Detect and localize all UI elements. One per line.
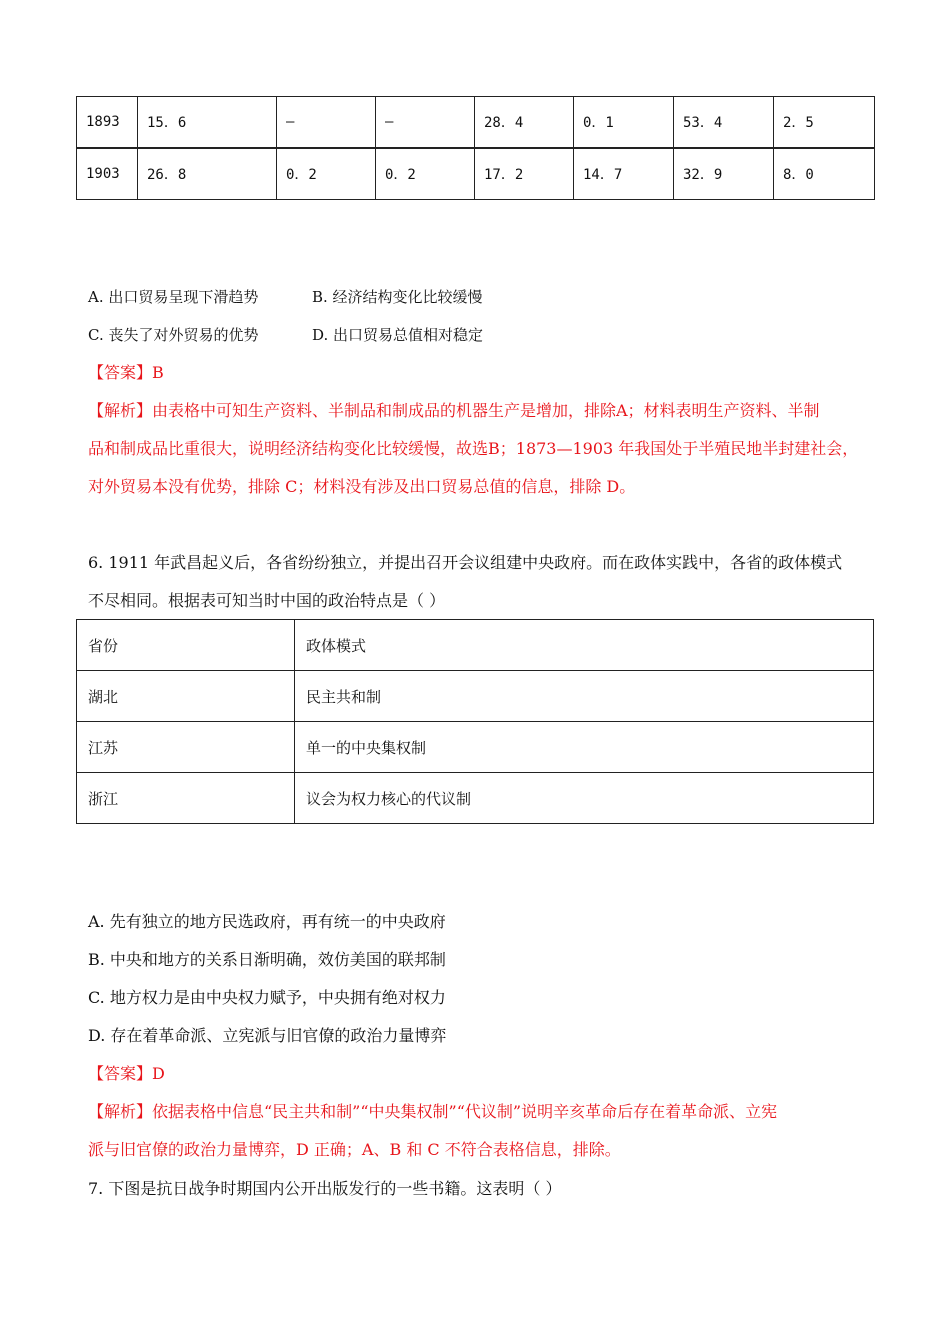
- q5-analysis-line: 对外贸易本没有优势，排除 C；材料没有涉及出口贸易总值的信息，排除 D。: [88, 477, 636, 496]
- table-cell: —: [376, 97, 475, 149]
- q6-option-d: D. 存在着革命派、立宪派与旧官僚的政治力量博弈: [88, 1026, 447, 1045]
- table-cell: 26．8: [138, 148, 277, 200]
- table-cell: 民主共和制: [295, 671, 874, 722]
- q5-option-d: D. 出口贸易总值相对稳定: [312, 326, 484, 344]
- table-cell: 0．2: [376, 148, 475, 200]
- table-cell: 1903: [77, 148, 138, 200]
- q6-stem-line: 不尽相同。根据表可知当时中国的政治特点是（ ）: [88, 591, 446, 610]
- q7-stem: 7. 下图是抗日战争时期国内公开出版发行的一些书籍。这表明（ ）: [88, 1179, 562, 1198]
- table-header-row: [77, 620, 874, 671]
- q6-stem-line: 6. 1911 年武昌起义后，各省纷纷独立，并提出召开会议组建中央政府。而在政体实践中，各省的政体模式: [88, 553, 843, 572]
- table-cell: 0．2: [277, 148, 376, 200]
- table-cell: 15．6: [138, 97, 277, 149]
- data-table-1: [76, 96, 875, 200]
- q5-option-c: C. 丧失了对外贸易的优势: [88, 326, 259, 344]
- q5-analysis-line: 品和制成品比重很大，说明经济结构变化比较缓慢，故选B；1873—1903 年我国处于半殖民地半封建社会，: [88, 439, 859, 458]
- q5-option-b: B. 经济结构变化比较缓慢: [312, 288, 483, 306]
- table-cell: 28．4: [475, 97, 574, 149]
- table-cell: 8．0: [774, 148, 875, 200]
- q6-option-a: A. 先有独立的地方民选政府，再有统一的中央政府: [88, 912, 446, 931]
- q5-analysis-line: 【解析】由表格中可知生产资料、半制品和制成品的机器生产是增加，排除A；材料表明生产资料、半制: [88, 401, 820, 420]
- q6-option-b: B. 中央和地方的关系日渐明确，效仿美国的联邦制: [88, 950, 446, 969]
- q6-option-c: C. 地方权力是由中央权力赋予，中央拥有绝对权力: [88, 988, 446, 1007]
- q5-options-row-2: [88, 323, 484, 347]
- q5-answer: 【答案】B: [88, 363, 164, 382]
- table-cell: 14．7: [574, 148, 674, 200]
- table-cell: 32．9: [674, 148, 774, 200]
- table-cell: 0．1: [574, 97, 674, 149]
- table-row: [77, 97, 875, 149]
- table-cell: 单一的中央集权制: [295, 722, 874, 773]
- table-cell: 江苏: [77, 722, 295, 773]
- q6-analysis-line: 派与旧官僚的政治力量博弈，D 正确；A、B 和 C 不符合表格信息，排除。: [88, 1140, 621, 1159]
- table-cell: 湖北: [77, 671, 295, 722]
- table-cell: —: [277, 97, 376, 149]
- table-cell: 议会为权力核心的代议制: [295, 773, 874, 824]
- table-cell: 浙江: [77, 773, 295, 824]
- province-government-table: [76, 619, 874, 824]
- table-cell: 2．5: [774, 97, 875, 149]
- q5-options-row-1: [88, 285, 483, 309]
- q6-answer: 【答案】D: [88, 1064, 165, 1083]
- table-row: [77, 671, 874, 722]
- table-row: [77, 148, 875, 200]
- table-header-cell: 政体模式: [295, 620, 874, 671]
- table-row: [77, 773, 874, 824]
- q5-option-a: A. 出口贸易呈现下滑趋势: [88, 288, 259, 306]
- q6-analysis-line: 【解析】依据表格中信息“民主共和制”“中央集权制”“代议制”说明辛亥革命后存在着革命派、立宪: [88, 1102, 778, 1121]
- table-cell: 1893: [77, 97, 138, 149]
- table-cell: 53．4: [674, 97, 774, 149]
- table-header-cell: 省份: [77, 620, 295, 671]
- table-row: [77, 722, 874, 773]
- table-cell: 17．2: [475, 148, 574, 200]
